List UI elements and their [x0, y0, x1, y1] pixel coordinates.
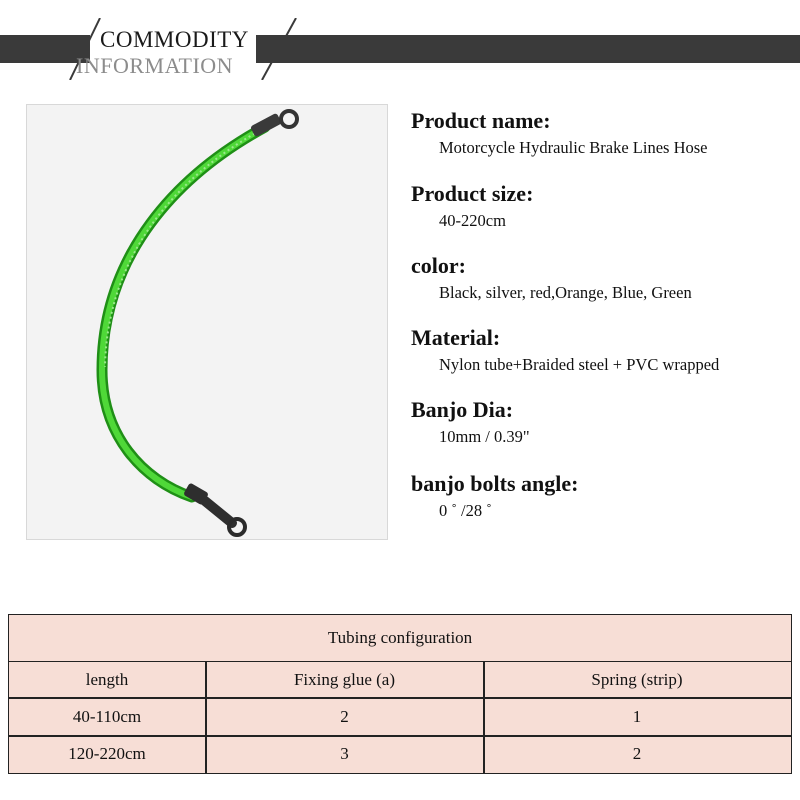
section-header: [0, 18, 800, 80]
table-header-spring: Spring (strip): [591, 670, 683, 689]
spec-label: Product size:: [411, 181, 534, 206]
spec-label: banjo bolts angle:: [411, 471, 579, 496]
spec-value: 10mm / 0.39": [439, 427, 530, 446]
spec-label: Banjo Dia:: [411, 397, 514, 422]
spec-value: Black, silver, red,Orange, Blue, Green: [439, 283, 692, 302]
spec-value: Nylon tube+Braided steel + PVC wrapped: [439, 355, 720, 374]
table-cell: 1: [632, 707, 642, 726]
spec-label: Product name:: [411, 108, 551, 133]
spec-value: Motorcycle Hydraulic Brake Lines Hose: [439, 138, 708, 157]
product-photo: [26, 104, 388, 540]
table-cell: 40-110cm: [72, 707, 142, 726]
spec-product-size: [411, 181, 533, 232]
header-title: COMMODITY: [100, 27, 249, 52]
header-subtitle: INFORMATION: [76, 53, 234, 78]
table-header-fixing-glue: Fixing glue (a): [293, 670, 396, 689]
spec-label: Material:: [411, 325, 501, 350]
spec-value: 40-220cm: [439, 211, 506, 230]
table-cell: 2: [340, 707, 349, 726]
table-cell: 120-220cm: [68, 744, 146, 763]
spec-material: [411, 325, 719, 376]
table-cell: 2: [632, 744, 642, 763]
table-header-length: length: [85, 670, 129, 689]
table-title: Tubing configuration: [9, 615, 791, 662]
spec-banjo-angle: [411, 471, 578, 522]
spec-color: [411, 253, 692, 304]
spec-label: color:: [411, 253, 466, 278]
table-cell: 3: [340, 744, 349, 763]
spec-product-name: [411, 108, 708, 159]
spec-value: 0 ˚ /28 ˚: [439, 501, 492, 520]
spec-banjo-dia: [411, 397, 530, 448]
tubing-config-table: [8, 614, 792, 774]
brake-hose-image: [27, 105, 388, 540]
